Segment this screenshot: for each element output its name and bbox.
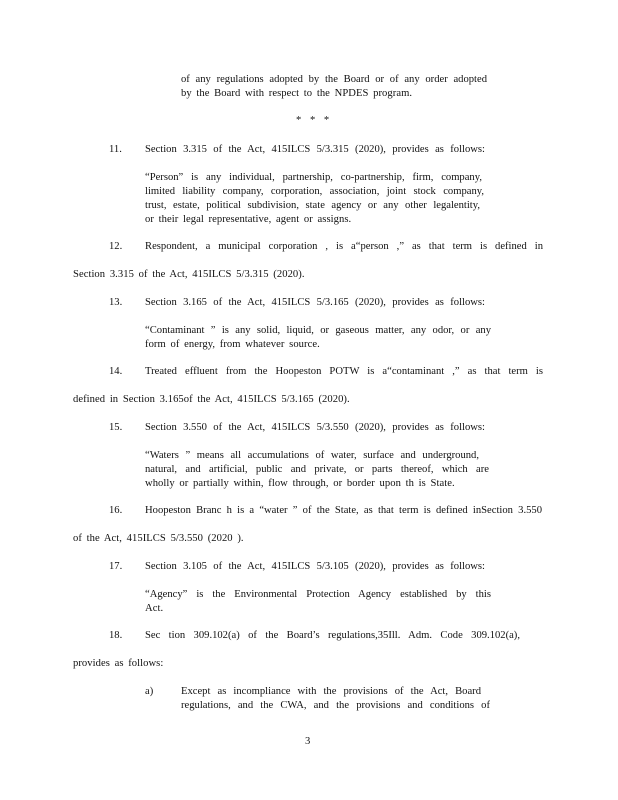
quote-line: “Contaminant ” is any solid, liquid, or gaseous matter, any odor, or any <box>145 325 491 336</box>
paragraph-text: Sec tion 309.102(a) of the Board’s regulations,35Ill. Adm. Code 309.102(a), <box>145 630 520 641</box>
paragraph-text-continuation: of the Act, 415ILCS 5/3.550 (2020 ). <box>73 533 244 544</box>
quote-line: trust, estate, political subdivision, state agency or any other legalentity, <box>145 200 480 211</box>
subsection-line: Except as incompliance with the provisions of the Act, Board <box>181 686 481 697</box>
paragraph-number: 16. <box>109 505 123 516</box>
paragraph-number: 14. <box>109 366 123 377</box>
paragraph-text-continuation: provides as follows: <box>73 658 164 669</box>
paragraph-text: Section 3.550 of the Act, 415ILCS 5/3.550 (2020), provides as follows: <box>145 422 485 433</box>
quote-line: “Person” is any individual, partnership, co-partnership, firm, company, <box>145 172 482 183</box>
quote-line: “Agency” is the Environmental Protection Agency established by this <box>145 589 491 600</box>
quote-line: natural, and artificial, public and private, or parts thereof, which are <box>145 464 489 475</box>
paragraph-text-continuation: Section 3.315 of the Act, 415ILCS 5/3.315 (2020). <box>73 269 305 280</box>
quote-line: limited liability company, corporation, association, joint stock company, <box>145 186 484 197</box>
subsection-label: a) <box>145 686 154 697</box>
paragraph-text: Section 3.105 of the Act, 415ILCS 5/3.105 (2020), provides as follows: <box>145 561 485 572</box>
quote-line: or their legal representative, agent or assigns. <box>145 214 352 225</box>
paragraph-number: 13. <box>109 297 123 308</box>
paragraph-text: Section 3.165 of the Act, 415ILCS 5/3.165 (2020), provides as follows: <box>145 297 485 308</box>
quote-line: form of energy, from whatever source. <box>145 339 320 350</box>
paragraph-number: 17. <box>109 561 123 572</box>
paragraph-number: 11. <box>109 144 122 155</box>
quote-line: of any regulations adopted by the Board or of any order adopted <box>181 74 487 85</box>
paragraph-text: Section 3.315 of the Act, 415ILCS 5/3.315 (2020), provides as follows: <box>145 144 485 155</box>
quote-line: by the Board with respect to the NPDES program. <box>181 88 413 99</box>
paragraph-text: Hoopeston Branc h is a “water ” of the State, as that term is defined inSection 3.550 <box>145 505 542 516</box>
paragraph-number: 18. <box>109 630 123 641</box>
quote-line: wholly or partially within, flow through, or border upon th is State. <box>145 478 455 489</box>
quote-line: “Waters ” means all accumulations of water, surface and underground, <box>145 450 479 461</box>
paragraph-number: 12. <box>109 241 123 252</box>
paragraph-text: Respondent, a municipal corporation , is a“person ,” as that term is defined in <box>145 241 543 252</box>
subsection-line: regulations, and the CWA, and the provisions and conditions of <box>181 700 490 711</box>
page-number: 3 <box>305 736 311 747</box>
paragraph-text-continuation: defined in Section 3.165of the Act, 415ILCS 5/3.165 (2020). <box>73 394 350 405</box>
paragraph-number: 15. <box>109 422 123 433</box>
paragraph-text: Treated effluent from the Hoopeston POTW is a“contaminant ,” as that term is <box>145 366 543 377</box>
section-separator: * * * <box>296 115 332 126</box>
quote-line: Act. <box>145 603 164 614</box>
